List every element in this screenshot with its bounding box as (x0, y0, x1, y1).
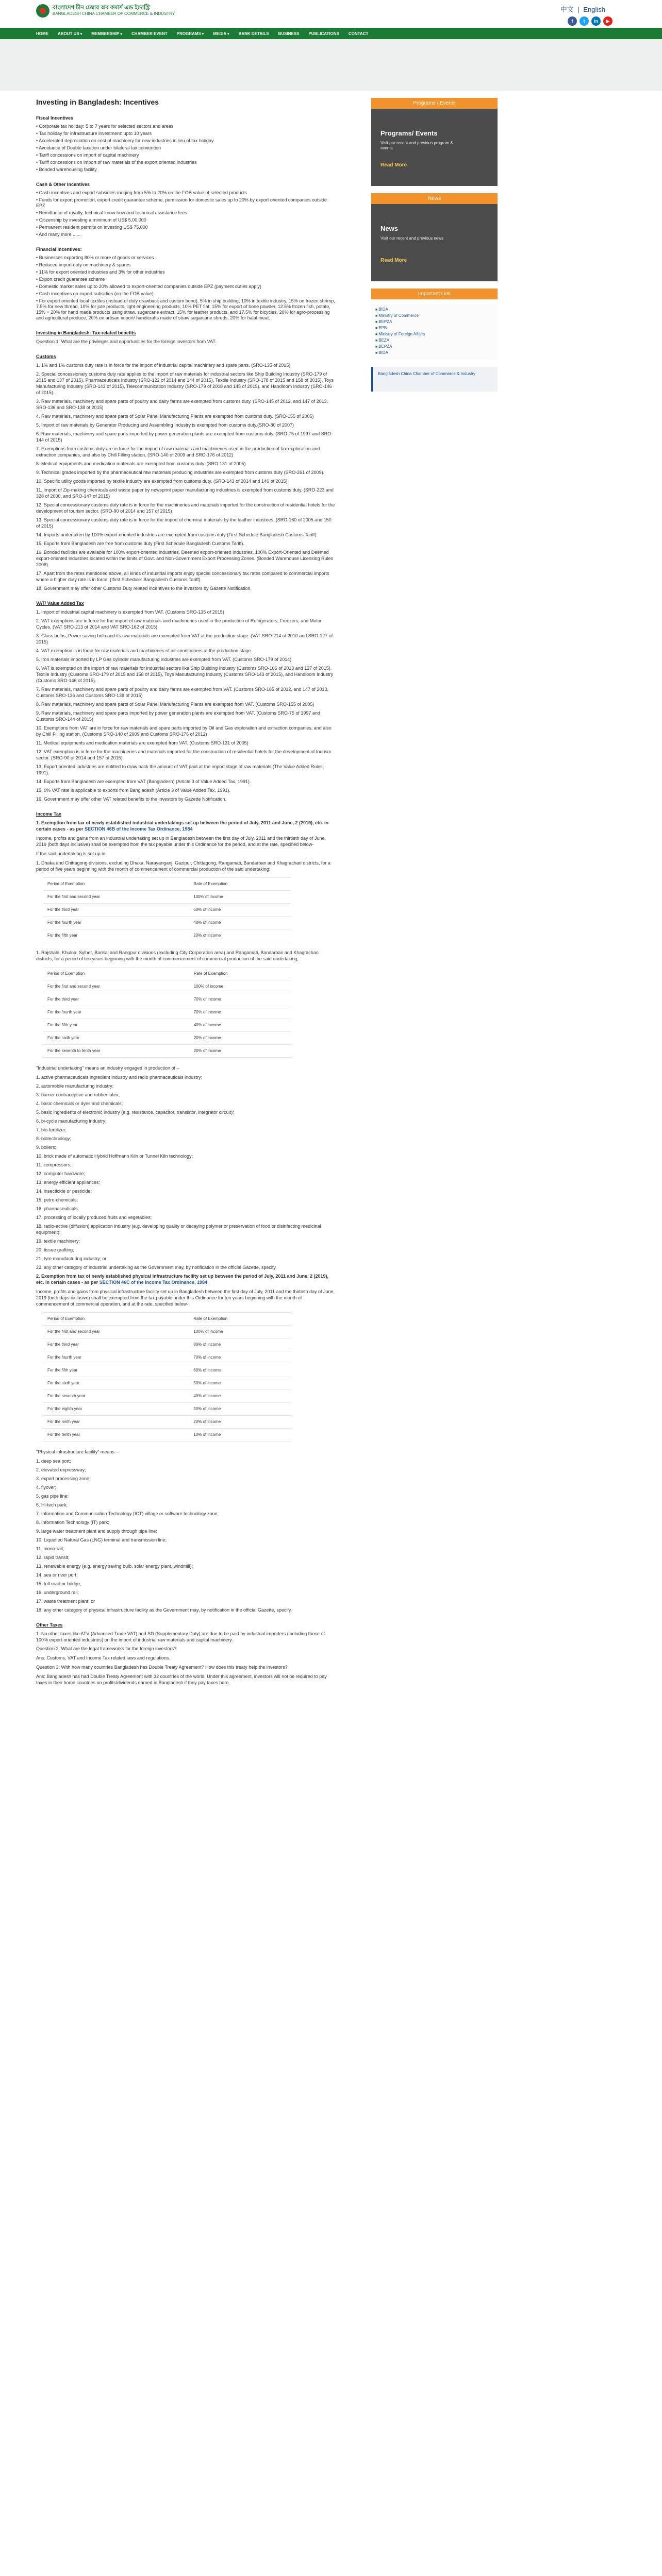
vat-item: 15. 0% VAT rate is applicable to exports from Bangladesh (Article 3 of Value Added Tax, 1991). (36, 788, 230, 793)
table-row (43, 968, 291, 980)
facebook-page-name[interactable]: Bangladesh China Chamber of Commerce & Industry (378, 371, 475, 376)
table-row (43, 929, 291, 942)
rate-cell: 40% of income (189, 1390, 291, 1403)
rate-cell: 20% of income (189, 1416, 291, 1429)
vat-item: 12. VAT exemption is in force for the machineries and materials imported for the construction of residential hotels for the development of tourism sector. (SRO-90 of 2014 and 157 of 2015) (36, 749, 332, 760)
physical-item: 14. sea or river port; (36, 1572, 78, 1578)
table-row (43, 1351, 291, 1364)
customs-item: 18. Government may offer other Customs Duty related incentives to the investors by Gazette Notification. (36, 586, 252, 591)
industrial-item: 9. boilers; (36, 1145, 57, 1150)
period-cell: For the fifth year (43, 929, 189, 942)
industrial-item: 21. tyre manufacturing industry; or (36, 1256, 107, 1261)
period-cell: For the seventh to tenth year (43, 1045, 190, 1058)
facebook-widget[interactable] (371, 367, 498, 392)
table-row (43, 1006, 291, 1019)
rate-cell: 70% of income (190, 993, 291, 1006)
financial-item: • Reduced import duty on machinery & spares (36, 262, 131, 267)
fiscal-item: • Corporate tax holiday: 5 to 7 years for selected sectors and areas (36, 124, 174, 129)
physical-item: 4. flyover; (36, 1485, 57, 1490)
nav-item-publications[interactable]: PUBLICATIONS (308, 31, 339, 36)
physical-item: 15. toll road or bridge; (36, 1581, 81, 1586)
industrial-item: 14. insecticide or pesticide; (36, 1189, 92, 1194)
links-header: Important Link (371, 289, 498, 299)
nav-item-business[interactable]: BUSINESS (278, 31, 300, 36)
tax-benefits-heading: Investing in Bangladesh: Tax-related benefits (36, 330, 136, 335)
table-row (43, 917, 291, 929)
financial-list (36, 255, 335, 321)
customs-item: 7. Exemptions from customs duty are in force for the import of raw materials and machineries used in the production of tax exploration and extraction companies, and also by Chill Filling station. (SRO-140 of 2009 and SRO-176 of 2012) (36, 446, 320, 457)
vat-item: 2. VAT exemptions are in force for the import of raw materials and machineries used in the production of Refrigerators, Freezers, and Motor Cycles. (VAT SRO-213 of 2014 and VAT SRO-162 of 2015) (36, 618, 322, 630)
rate-cell: 20% of income (189, 929, 291, 942)
physical-intro: "Physical infrastructure facility" means – (36, 1449, 119, 1454)
period-cell: For the ninth year (43, 1416, 189, 1429)
customs-item: 8. Medical equipments and medication materials are exempted from customs duty. (SRO-131 of 2005) (36, 461, 246, 466)
news-read-more[interactable]: Read More (380, 258, 407, 263)
customs-item: 10. Specific utility goods imported by textile industry are exempted from customs duty. (SRO-143 of 2014 and 146 of 2015) (36, 479, 288, 484)
cash-item: • Permanent resident permits on investing US$ 75,000 (36, 225, 148, 230)
cash-list (36, 190, 335, 238)
social-links (568, 16, 613, 26)
answer-3: Ans: Bangladesh has had Double Treaty Agreement with 32 countries of the world. Under this agreement, investors will not be required to pay taxes in their home countries on profits/dividends earned in Bangladesh if they pay taxes here. (36, 1674, 327, 1685)
rate-cell: 100% of income (189, 1326, 291, 1338)
industrial-item: 17. processing of locally produced fruits and vegetables; (36, 1215, 152, 1220)
customs-item: 6. Raw materials, machinery and spare parts imported by power generation plants are exempted from customs duty. (SRO-75 of 1997 and SRO-144 of 2015) (36, 431, 333, 443)
industrial-item: 3. barrier contraceptive and rubber latex; (36, 1092, 120, 1097)
lang-chinese-link[interactable]: 中文 (560, 6, 574, 13)
period-cell: For the third year (43, 1338, 189, 1351)
lang-english-link[interactable]: English (583, 6, 605, 13)
cash-item: • Funds for export promotion, export credit guarantee scheme, permission for domestic sales up to 20% by export oriented companies outside EPZ (36, 197, 327, 208)
financial-heading: Financial incentives: (36, 247, 82, 252)
customs-item: 9. Technical grades imported by the pharmaceutical raw materials producing industries are exempted from customs duty (SRO-261 of 2009). (36, 470, 325, 475)
table-row (43, 891, 291, 904)
financial-item: • For export oriented local textiles (instead of duty drawback and custom bond), 5% in ship building, 10% in textile industry, 15% on frozen shrimp, 7.5% for new thread, 10% for jute products, light engineering products, 10% PET flat, 15% for export of bone powder, 12.5% frozen fish, potato, 15% + 20% for hand made products using straw, sugarcane extract, 15% for leather products, and 17.5% for bicycles, 20% for agro-processing and agricultural produce, 20% on artisan import/ handicrafts made of straw sugarcane shreds, 20% for halal meat. (36, 298, 335, 320)
financial-item: • Export credit guarantee scheme (36, 277, 105, 282)
answer-2: Ans: Customs, VAT and Income Tax related laws and regulations. (36, 1655, 170, 1660)
nav-item-media[interactable]: MEDIA ▾ (213, 31, 229, 36)
period-cell: For the tenth year (43, 1429, 189, 1442)
customs-item: 5. Import of raw materials by Generator Producing and Assembling Industry is exempted from customs duty.(SRO-80 of 2007) (36, 422, 294, 428)
other-tax-item: 1. No other taxes like ATV (Advanced Trade VAT) and SD (Supplementary Duty) are due to be paid by industrial importers (including those of 100% export-oriented industries) on the import of industrial raw materials and capital machinery. (36, 1631, 325, 1642)
nav-item-chamber-event[interactable]: CHAMBER EVENT (131, 31, 168, 36)
period-cell: Period of Exemption (43, 968, 190, 980)
important-link[interactable]: ■ BEPZA (375, 319, 493, 324)
industrial-item: 16. pharmaceuticals; (36, 1206, 79, 1211)
rate-cell: 40% of income (189, 917, 291, 929)
customs-item: 11. Import of Zip-making chemicals and waste paper by newsprint paper manufacturing industries is exempted from customs duty. (SRO-223 and 328 of 2000, and SRO-147 of 2015) (36, 487, 334, 499)
industrial-list (36, 1074, 335, 1270)
table-row (43, 1403, 291, 1416)
question-2: Question 2: What are the legal frameworks for the foreign investors? (36, 1646, 177, 1651)
income-1-lead: 1. Exemption from tax of newly established industrial undertakings set up between the period of July, 2011 and June, 2 (2019), etc. in certain cases - as per (36, 820, 328, 832)
physical-item: 16. underground rail; (36, 1590, 79, 1595)
period-cell: For the first and second year (43, 891, 189, 904)
physical-item: 9. large water treatment plant and supply through pipe line; (36, 1529, 157, 1534)
physical-item: 12. rapid transit; (36, 1555, 70, 1560)
industrial-item: 4. basic chemicals or dyes and chemicals; (36, 1101, 123, 1106)
financial-item: • Businesses exporting 80% or more of goods or services (36, 255, 154, 260)
lang-separator: | (577, 6, 580, 13)
income-2-para: Income, profits and gains from physical infrastructure facility set up in Bangladesh between the first day of July, 2011 and the thirtieth day of June, 2019 (both days inclusive) shall be exempted from the tax payable under this Ordinance for ten years beginning with the month of commencement of commercial operation, and at the rate, specified below- (36, 1289, 335, 1307)
rate-cell: 70% of income (189, 1351, 291, 1364)
customs-item: 13. Special concessionary customs duty rate is in force for the import of chemical materials by the leather industries. (SRO-160 of 2005 and 150 of 2015) (36, 517, 332, 529)
vat-item: 14. Exports from Bangladesh are exempted from VAT (Bangladesh) (Article 3 of Value Added Tax, 1991). (36, 779, 251, 784)
exemption-table-c (43, 1312, 291, 1442)
cash-item: • Remittance of royalty, technical know how and technical assistance fees (36, 210, 187, 215)
news-header: News (371, 193, 498, 204)
important-link[interactable]: ■ BIDA (375, 307, 493, 312)
linkedin-icon[interactable]: in (591, 16, 601, 26)
vat-item: 3. Glass bulbs, Power saving bulb and its raw materials are exempted from VAT at the production stage. (VAT SRO-214 of 2010 and SRO-127 of 2015) (36, 633, 333, 645)
industrial-item: 15. petro-chemicals; (36, 1197, 78, 1202)
org-name-en: BANGLADESH CHINA CHAMBER OF COMMERCE & INDUSTRY (53, 11, 175, 16)
vat-item: 10. Exemptions from VAT are in force for raw materials and spare parts imported by Oil and Gas exploration and extraction companies, and also by Chill Filling station. (Customs SRO-140 of 2009 and Customs SRO-176 of 2012) (36, 725, 332, 737)
physical-item: 8. Information Technology (IT) park; (36, 1520, 109, 1525)
financial-item: • 11% for export oriented industries and 3% for other industries (36, 269, 165, 275)
vat-item: 4. VAT exemption is in force for raw materials and machineries of air-conditioners at the production stage. (36, 648, 253, 653)
period-cell: For the fifth year (43, 1364, 189, 1377)
vat-item: 11. Medical equipments and medication materials are exempted from VAT. (Customs SRO-131 of 2005) (36, 740, 249, 745)
page-banner (0, 39, 662, 91)
industrial-item: 1. active pharmaceuticals ingredient industry and radio pharmaceuticals industry; (36, 1075, 203, 1080)
other-taxes-list (36, 1631, 335, 1643)
period-cell: For the third year (43, 904, 189, 917)
site-logo[interactable] (36, 4, 175, 18)
important-link[interactable]: ■ BEPZA (375, 344, 493, 349)
industrial-item: 22. any other category of industrial undertaking as the Government may, by notification in the official Gazette, specify. (36, 1265, 277, 1270)
customs-item: 14. Imports undertaken by 100% export-oriented industries are exempted from customs duty (First Schedule Bangladesh Customs Tariff). (36, 532, 318, 537)
main-navigation (0, 28, 662, 39)
income-2-lead: 2. Exemption from tax of newly established physical infrastructure facility set up between the period of July, 2011 and June, 2 (2019), etc. in certain cases - as per (36, 1274, 328, 1285)
rate-cell: 100% of income (189, 891, 291, 904)
customs-list (36, 362, 335, 591)
org-name-bn: বাংলাদেশ চীন চেম্বার অব কমার্স এন্ড ইন্ডাস্ট্রি (53, 5, 150, 11)
rate-cell: 60% of income (189, 904, 291, 917)
rate-cell: 50% of income (189, 1377, 291, 1390)
period-cell: For the fourth year (43, 1006, 190, 1019)
twitter-icon[interactable]: t (580, 16, 589, 26)
physical-item: 17. waste treatment plant; or (36, 1599, 95, 1604)
table-row (43, 1045, 291, 1058)
physical-list (36, 1458, 335, 1613)
vat-item: 7. Raw materials, machinery and spare parts of poultry and dairy farms are exempted from VAT. (Customs SRO-185 of 2012, and 147 of 2013, Customs SRO-136 and Customs SRO-138 of 2015) (36, 687, 328, 698)
income-1-para1: Income, profits and gains from an industrial undertaking set up in Bangladesh between the first day of July, 2011 and the thirtieth day of June, 2019 (both days inclusive) shall be exempted from the tax payable under this Ordinance for the period, and at the rate, specified below- (36, 836, 326, 847)
fiscal-item: • Avoidance of Double taxation under bilateral tax convention (36, 145, 161, 150)
industrial-item: 18. radio-active (diffusion) application industry (e.g. developing quality or decaying polymer or preservation of food or disinfecting medicinal equipment); (36, 1224, 321, 1235)
fiscal-list (36, 124, 335, 173)
income-section-2 (36, 1273, 335, 1285)
fiscal-item: • Bonded warehousing facility (36, 167, 97, 172)
customs-item: 12. Special concessionary customs duty rate is in force for the machineries and materials imported for the construction of residential hotels for the development of tourism sector. (SRO-90 of 2014 and 157 of 2015) (36, 502, 335, 514)
youtube-icon[interactable]: ▶ (603, 16, 613, 26)
rate-cell: 100% of income (190, 980, 291, 993)
income-1-reference-link[interactable]: SECTION 46B of the Income Tax Ordinance, 1984 (85, 826, 193, 832)
news-card[interactable] (371, 204, 498, 281)
nav-item-about-us[interactable]: ABOUT US ▾ (58, 31, 82, 36)
table-row (43, 1326, 291, 1338)
physical-item: 5. gas pipe line; (36, 1494, 69, 1499)
important-link[interactable]: ■ EPB (375, 326, 493, 330)
important-link[interactable]: ■ BEZA (375, 338, 493, 343)
income-1-area-b: 1. Rajshahi, Khulna, Sylhet, Barisal and Rangpur divisions (excluding City Corporation area) and Rangamati, Bandarban and Khagrachari districts, for a period of ten years beginning with the month of commencement of commercial production of the said undertaking; (36, 950, 319, 961)
table-row (43, 1338, 291, 1351)
rate-cell: Rate of Exemption (189, 878, 291, 891)
rate-cell: 10% of income (189, 1429, 291, 1442)
customs-item: 1. 1% and 1% customs duty rate is in force for the import of industrial capital machinery and spare parts. (SRO-135 of 2015) (36, 363, 291, 368)
financial-item: • Cash incentives on export subsidies (on the FOB value) (36, 291, 154, 296)
industrial-item: 11. compressors; (36, 1162, 72, 1167)
period-cell: Period of Exemption (43, 1313, 189, 1326)
table-row (43, 1019, 291, 1032)
table-row (43, 904, 291, 917)
question-1: Question 1: What are the privileges and opportunities for the foreign investors from VAT. (36, 339, 217, 344)
industrial-item: 2. automobile manufacturing industry; (36, 1083, 114, 1089)
industrial-item: 19. textile machinery; (36, 1239, 80, 1244)
period-cell: For the first and second year (43, 1326, 189, 1338)
income-section-1 (36, 820, 335, 832)
vat-list (36, 609, 335, 802)
customs-item: 4. Raw materials, machinery and spare parts of Solar Panel Manufacturing Plants are exempted from customs duty. (SRO-155 of 2005) (36, 414, 314, 419)
language-switcher (559, 4, 606, 14)
fiscal-heading: Fiscal Incentives (36, 115, 74, 121)
important-link[interactable]: ■ Ministry of Foreign Affairs (375, 332, 493, 336)
customs-item: 16. Bonded facilities are available for 100% export-oriented industries, Deemed export-oriented industries, 100% Export-Oriented and Deemed export-oriented industries located within the limits of Govt. and Non-Government Export Processing Zones. (Bonded Warehouse Licensing Rules 2008) (36, 550, 333, 567)
rate-cell: Rate of Exemption (190, 968, 291, 980)
exemption-table-b (43, 967, 291, 1058)
table-row (43, 1416, 291, 1429)
customs-item: 2. Special concessionary customs duty rate applies to the import of raw materials for industrial sectors like Ship Building Industry (SRO-179 of 2015 and 137 of 2015), Pharmaceuticals Industry (SRO-122 of 2014 and 144 of 2015), Textile Industry (SRO-178 of 2015 and 158 of 2015), Toys Manufacturing Industry (SRO-143 of 2015), Telecommunication Industry (SRO-179 of 2008 and 145 of 2015), and Handloom Industry (SRO-146 of 2015). (36, 371, 334, 395)
vat-item: 5. Iron materials imported by LP Gas cylinder manufacturing industries are exempted from VAT. (Customs SRO-179 of 2014) (36, 657, 292, 662)
income-tax-heading: Income Tax (36, 811, 61, 817)
industrial-item: 6. bi-cycle manufacturing industry; (36, 1118, 107, 1124)
period-cell: For the fifth year (43, 1019, 190, 1032)
table-row (43, 1364, 291, 1377)
industrial-item: 10. brick made of automatic Hybrid Hoffmann Kiln or Tunnel Kiln technology; (36, 1154, 193, 1159)
vat-item: 6. VAT is exempted on the import of raw materials for industrial sectors like Ship Building Industry (Customs SRO-106 of 2013 and 137 of 2015), Textile Industry (Customs SRO-179 of 2015 and 158 of 2015), Toys Manufacturing Industry (Customs SRO-143 of 2015), and Handloom Industry (Customs SRO-146 of 2015). (36, 666, 334, 683)
physical-item: 3. export processing zone; (36, 1476, 91, 1481)
vat-item: 8. Raw materials, machinery and spare parts of Solar Panel Manufacturing Plants are exempted from VAT. (Customs SRO-155 of 2005) (36, 702, 315, 707)
important-link[interactable]: ■ Ministry of Commerce (375, 313, 493, 318)
vat-item: 13. Export oriented industries are entitled to draw back the amount of VAT paid at the import stage of raw materials (The Value Added Rules, 1991). (36, 764, 324, 775)
customs-heading: Customs (36, 354, 56, 359)
physical-item: 13. renewable energy (e.g. energy saving bulb, solar energy plant, windmill); (36, 1564, 193, 1569)
period-cell: For the first and second year (43, 980, 190, 993)
table-row (43, 1313, 291, 1326)
cash-item: • Citizenship by investing a minimum of US$ 5,00,000 (36, 217, 146, 223)
industrial-item: 13. energy efficient appliances; (36, 1180, 100, 1185)
top-header (0, 0, 662, 28)
physical-item: 2. elevated expressway; (36, 1467, 86, 1472)
income-1-para2: If the said undertaking is set up in- (36, 851, 107, 856)
table-row (43, 993, 291, 1006)
physical-item: 6. Hi-tech park; (36, 1502, 68, 1507)
fiscal-item: • Accelerated depreciation on cost of machinery for new industries in lieu of tax holiday (36, 138, 214, 143)
events-card-desc: Visit our recent and previous program & events (380, 141, 453, 150)
facebook-icon[interactable]: f (568, 16, 577, 26)
important-link[interactable]: ■ BIDA (375, 350, 493, 355)
industrial-item: 5. basic ingredients of electronic industry (e.g. resistance, capacitor, transistor, integrator circuit); (36, 1110, 234, 1115)
industrial-item: 12. computer hardware; (36, 1171, 86, 1176)
exemption-table-a (43, 877, 291, 942)
nav-item-home[interactable]: HOME (36, 31, 48, 36)
vat-item: 16. Government may offer other VAT related benefits to the investors by Gazette Notification. (36, 796, 227, 802)
period-cell: For the fourth year (43, 917, 189, 929)
rate-cell: 20% of income (190, 1032, 291, 1045)
period-cell: For the seventh year (43, 1390, 189, 1403)
rate-cell: 60% of income (189, 1364, 291, 1377)
physical-item: 11. mono-rail; (36, 1546, 64, 1551)
customs-item: 17. Apart from the rates mentioned above, all kinds of industrial imports enjoy special concessionary tax rates compared to commercial imports where a higher duty rate is in force. (Ifirst Schedule: Bangladesh Customs Tariff) (36, 571, 329, 582)
customs-item: 3. Raw materials, machinery and spare parts of poultry and dairy farms are exempted from customs duty. (SRO-145 of 2012, and 147 of 2013, SRO-136 and SRO-138 of 2015) (36, 399, 328, 410)
period-cell: For the sixth year (43, 1032, 190, 1045)
table-row (43, 1032, 291, 1045)
events-card-title: Programs/ Events (380, 129, 438, 137)
sidebar (371, 91, 498, 392)
fiscal-item: • Tariff concessions on import of capital machinery (36, 152, 139, 158)
logo-emblem (36, 4, 49, 18)
events-header: Programs / Events (371, 98, 498, 109)
table-row (43, 878, 291, 891)
physical-item: 18. any other category of physical infrastructure facility as the Government may, by notification in the official Gazette, specify. (36, 1607, 292, 1613)
income-2-reference-link[interactable]: SECTION 46C of the Income Tax Ordinance, 1984 (99, 1280, 207, 1285)
physical-item: 1. deep sea port; (36, 1459, 71, 1464)
industrial-item: 20. tissue grafting; (36, 1247, 74, 1252)
period-cell: For the fourth year (43, 1351, 189, 1364)
table-row (43, 1390, 291, 1403)
events-read-more[interactable]: Read More (380, 162, 407, 168)
fiscal-item: • Tax holiday for infrastructure investment: upto 10 years (36, 131, 152, 136)
question-3: Question 3: With how many countries Bangladesh has Double Treaty Agreement? How does this treaty help the investors? (36, 1665, 288, 1670)
table-row (43, 1377, 291, 1390)
nav-item-contact[interactable]: CONTACT (348, 31, 369, 36)
period-cell: Period of Exemption (43, 878, 189, 891)
income-1-area-a: 1. Dhaka and Chittagong divisions, excluding Dhaka, Narayanganj, Gazipur, Chittagong, Rangamati, Bandarban and Khagrachari districts, for a period of five years beginning with the month of commencement of commercial production of the said undertaking; (36, 860, 330, 872)
vat-heading: VAT/ Value Added Tax (36, 601, 84, 606)
period-cell: For the sixth year (43, 1377, 189, 1390)
period-cell: For the eighth year (43, 1403, 189, 1416)
industrial-item: 7. bio-fertilizer; (36, 1127, 67, 1132)
news-card-title: News (380, 225, 398, 232)
rate-cell: 20% of income (190, 1045, 291, 1058)
main-content (36, 91, 335, 1689)
period-cell: For the third year (43, 993, 190, 1006)
physical-item: 7. Information and Communication Technology (ICT) village or software technology zone; (36, 1511, 219, 1516)
rate-cell: Rate of Exemption (189, 1313, 291, 1326)
table-row (43, 980, 291, 993)
vat-item: 1. Import of industrial capital machinery is exempted from VAT. (Customs SRO-135 of 2015) (36, 609, 224, 615)
industrial-intro: "Industrial undertaking" means an industry engaged in production of – (36, 1065, 179, 1071)
financial-item: • Domestic market sales up to 20% allowed to export-oriented companies outside EPZ (payment duties apply) (36, 284, 261, 289)
cash-item: • Cash incentives and export subsidies ranging from 5% to 20% on the FOB value of selected products (36, 190, 247, 195)
events-card[interactable] (371, 109, 498, 186)
table-row (43, 1429, 291, 1442)
news-card-desc: Visit our recent and previous news (380, 236, 444, 241)
fiscal-item: • Tariff concessions on import of raw materials of the export oriented industries (36, 160, 197, 165)
page-title: Investing in Bangladesh: Incentives (36, 98, 159, 106)
rate-cell: 80% of income (189, 1338, 291, 1351)
nav-item-programs[interactable]: PROGRAMS ▾ (177, 31, 204, 36)
cash-heading: Cash & Other Incentives (36, 182, 90, 187)
nav-item-membership[interactable]: MEMBERSHIP ▾ (91, 31, 122, 36)
rate-cell: 40% of income (190, 1019, 291, 1032)
important-links-list (371, 304, 498, 360)
cash-item: • And many more ....... (36, 232, 82, 237)
other-taxes-heading: Other Taxes (36, 1622, 63, 1628)
vat-item: 9. Raw materials, machinery and spare parts imported by power generation plants are exempted from VAT. (Customs SRO-75 of 1997 and Customs SRO-144 of 2015) (36, 710, 320, 722)
nav-item-bank-details[interactable]: BANK DETAILS (238, 31, 269, 36)
customs-item: 15. Exports from Bangladesh are free from customs duty (First Schedule Bangladesh Customs Tariff). (36, 541, 244, 546)
rate-cell: 30% of income (189, 1403, 291, 1416)
industrial-item: 8. biotechnology; (36, 1136, 72, 1141)
rate-cell: 70% of income (190, 1006, 291, 1019)
physical-item: 10. Liquefied Natural Gas (LNG) terminal and transmission line; (36, 1537, 167, 1543)
